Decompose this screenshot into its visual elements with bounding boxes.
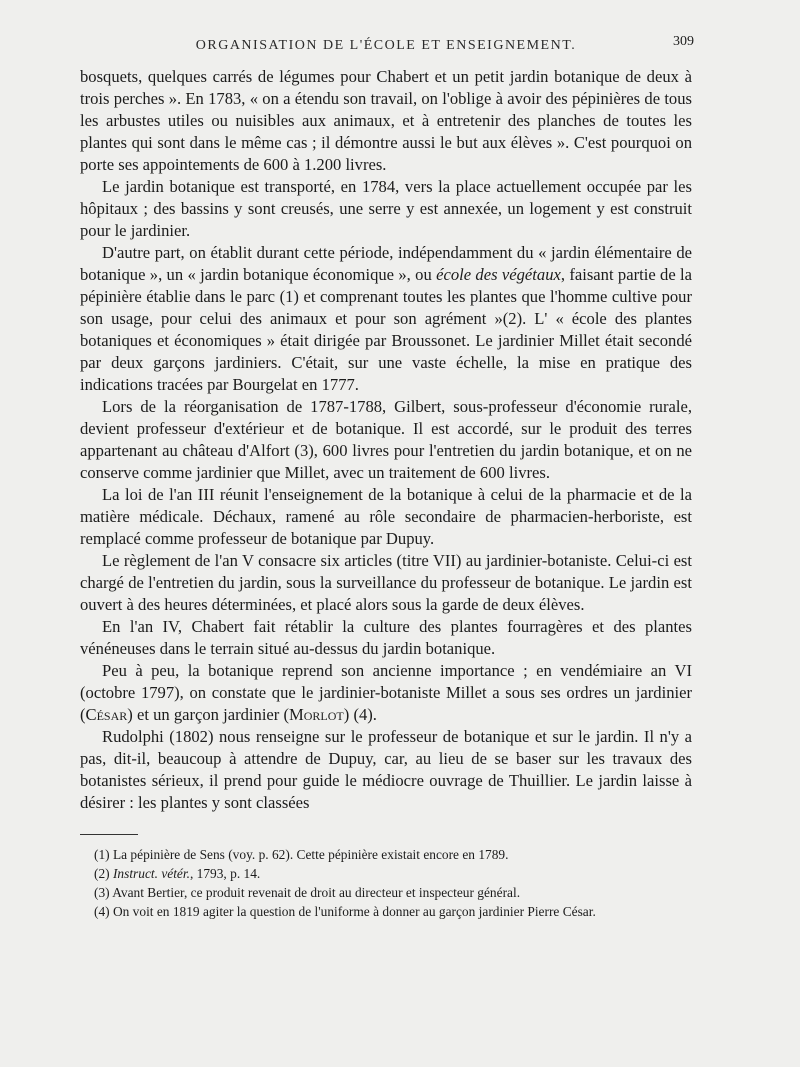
body-text: [80, 66, 692, 814]
paragraph-3-text-b: , faisant partie de la pépinière établie dans le parc (1) et comprenant toutes les plantes que l'homme cultive pour son usage, pour celui des animaux et pour son agrément »(2). L' « école des plantes botaniques et économiques » était dirigée par Broussonet. Le jardinier Millet était secondé par deux garçons jardiniers. C'était, sur une vaste échelle, la mise en pratique des indications tracées par Bourgelat en 1777.: [80, 265, 692, 394]
footnote-2-number: (2): [94, 866, 113, 881]
footnote-4: (4) On voit en 1819 agiter la question de l'uniforme à donner au garçon jardinier Pierre César.: [94, 904, 596, 919]
paragraph-8-text-b: ) et un garçon jardinier (: [127, 705, 289, 724]
paragraph-8-text-c: ) (4).: [343, 705, 377, 724]
paragraph-3-italic: école des végétaux: [436, 265, 561, 284]
footnote-2-text: , 1793, p. 14.: [189, 866, 261, 881]
footnote-3: (3) Avant Bertier, ce produit revenait de droit au directeur et inspecteur général.: [94, 885, 521, 900]
footnotes: [80, 845, 692, 921]
paragraph-9: Rudolphi (1802) nous renseigne sur le professeur de botanique et sur le jardin. Il n'y a pas, dit-il, beaucoup à attendre de Dupuy, car, au lieu de se baser sur les travaux des botanistes sérieux, il prend pour guide le médiocre ouvrage de Thuillier. Le jardin laisse à désirer : les plantes y sont classées: [80, 727, 692, 812]
paragraph-8-text-a: Peu à peu, la botanique reprend son ancienne importance ; en vendémiaire an VI (octobre 1797), on constate que le jardinier-botaniste Millet a sous ses ordres un jardinier (: [80, 661, 692, 724]
footnote-divider: [80, 834, 138, 835]
paragraph-6: Le règlement de l'an V consacre six articles (titre VII) au jardinier-botaniste. Celui-ci est chargé de l'entretien du jardin, sous la surveillance du professeur de botanique. Le jardin est ouvert à des heures déterminées, et placé alors sous la garde de deux élèves.: [80, 551, 692, 614]
paragraph-7: En l'an IV, Chabert fait rétablir la culture des plantes fourragères et des plantes vénéneuses dans le terrain situé au-dessus du jardin botanique.: [80, 617, 692, 658]
paragraph-3: [80, 242, 692, 396]
paragraph-5: La loi de l'an III réunit l'enseignement de la botanique à celui de la pharmacie et de la matière médicale. Déchaux, ramené au rôle secondaire de pharmacien-herboriste, est remplacé comme professeur de botanique par Dupuy.: [80, 485, 692, 548]
paragraph-2: Le jardin botanique est transporté, en 1784, vers la place actuellement occupée par les hôpitaux ; des bassins y sont creusés, une serre y est annexée, un logement y est construit pour le jardinier.: [80, 177, 692, 240]
paragraph-3-text-a: D'autre part, on établit durant cette période, indépendamment du « jardin élémentaire de botanique », un « jardin botanique économique », ou: [80, 243, 692, 284]
footnote-2: [80, 864, 692, 883]
page-number: 309: [673, 34, 694, 49]
name-morlot: Morlot: [289, 705, 344, 724]
running-title: ORGANISATION DE L'ÉCOLE ET ENSEIGNEMENT.: [195, 38, 577, 53]
name-cesar: César: [85, 705, 128, 724]
paragraph-8: [80, 660, 692, 726]
page-header: [80, 34, 692, 60]
paragraph-1: bosquets, quelques carrés de légumes pour Chabert et un petit jardin botanique de deux à trois perches ». En 1783, « on a étendu son travail, on l'oblige à avoir des pépinières de tous les arbustes utiles ou nuisibles aux animaux, et à entretenir des planches de toutes les plantes qui sont dans le même cas ; il démontre aussi le but aux élèves ». C'est pourquoi on porte ses appointements de 600 à 1.200 livres.: [80, 67, 692, 174]
footnote-2-italic: Instruct. vétér.: [112, 866, 190, 881]
footnote-1: (1) La pépinière de Sens (voy. p. 62). Cette pépinière existait encore en 1789.: [94, 847, 509, 862]
paragraph-4: Lors de la réorganisation de 1787-1788, Gilbert, sous-professeur d'économie rurale, devient professeur d'extérieur et de botanique. Il est accordé, sur le produit des terres appartenant au château d'Alfort (3), 600 livres pour l'entretien du jardin botanique, et on ne conserve comme jardinier que Millet, avec un traitement de 600 livres.: [80, 397, 692, 482]
